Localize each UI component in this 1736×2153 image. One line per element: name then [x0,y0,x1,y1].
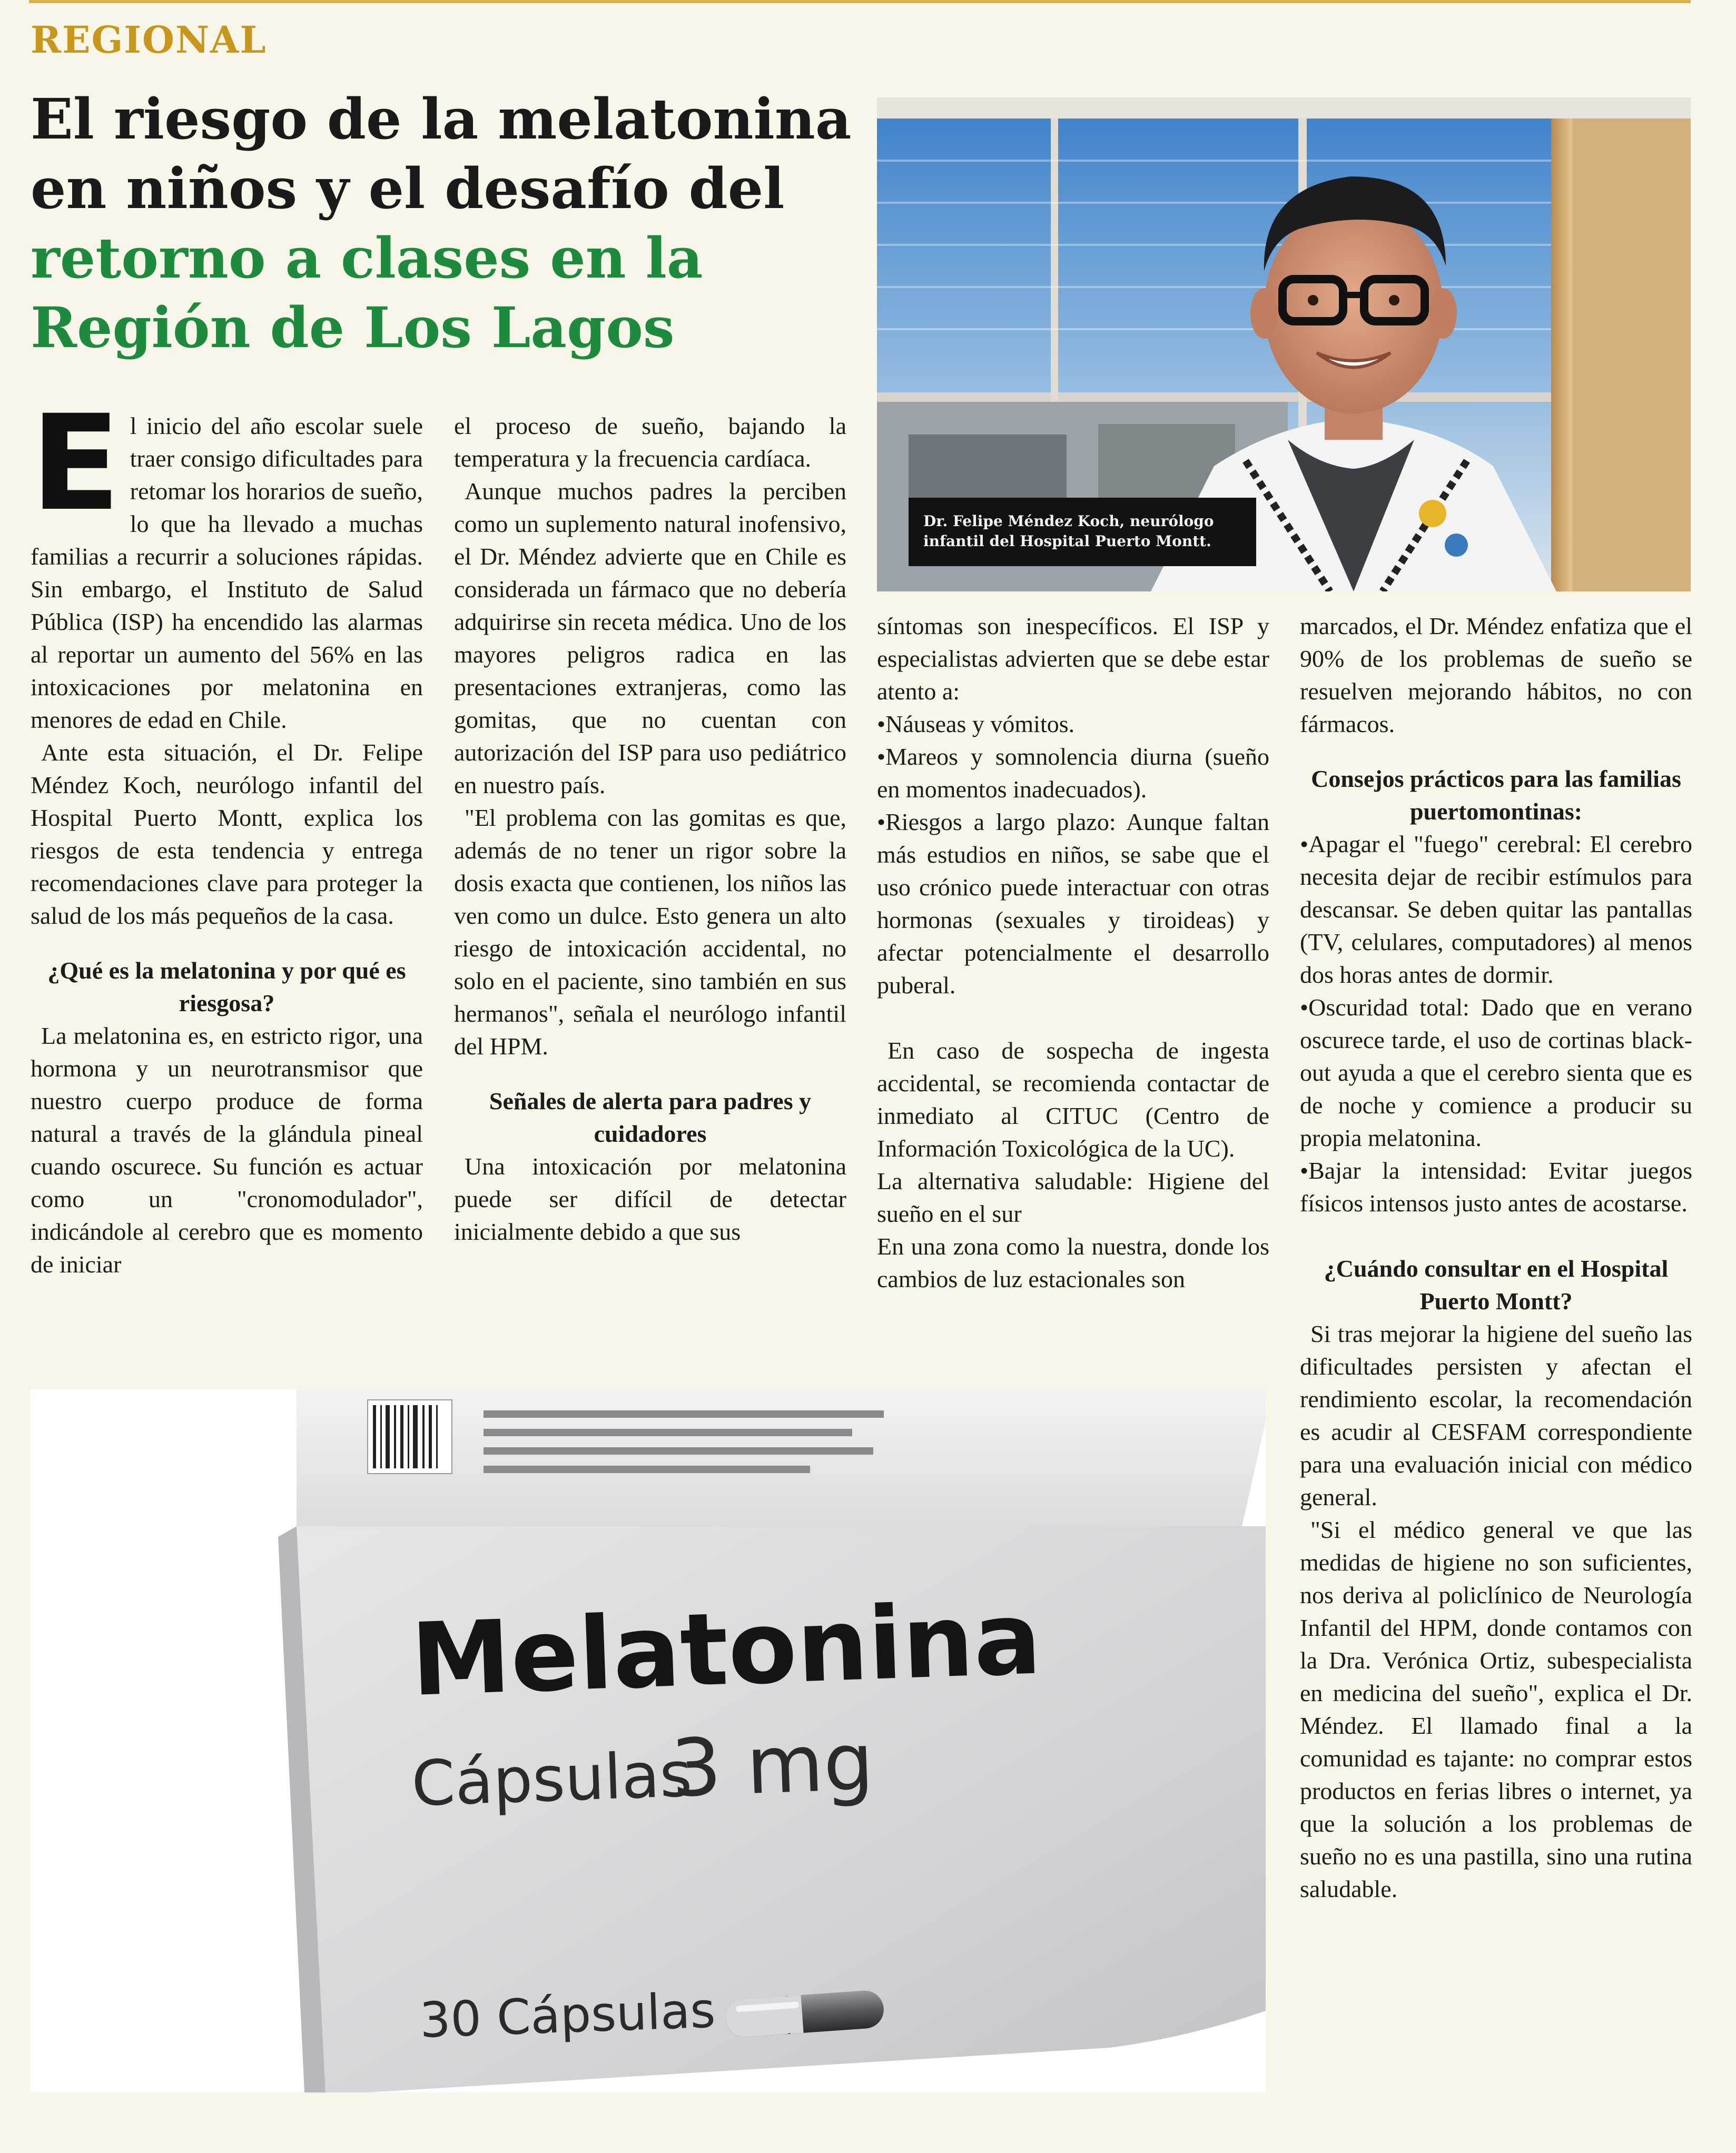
tip-bullet-3: •Bajar la intensidad: Evitar juegos físicos intensos justo antes de acostarse. [1300,1157,1692,1217]
article-paragraph: "Si el médico general ve que las medidas de higiene no son suficientes, nos deriva al policlínico de Neurología Infantil del HPM, donde contamos con la Dra. Verónica Ortiz, subespecialista en medicina del sueño", explica el Dr. Méndez. El llamado final a la comunidad es tajante: no comprar estos productos en ferias libres o internet, ya que la solución a los problemas de sueño no es una pastilla, sino una rutina saludable. [1300,1516,1692,1902]
article-paragraph: Aunque muchos padres la perciben como un suplemento natural inofensivo, el Dr. Méndez advierte que en Chile es considerada un fármaco que no debería adquirirse sin receta médica. Uno de los mayores peligros radica en las presentaciones extranjeras, como las gomitas, que no cuentan con autorización del ISP para uso pediátrico en nuestro país. [454,478,846,798]
headline-line-4: Región de Los Lagos [31,294,675,360]
article-paragraph: el proceso de sueño, bajando la temperatura y la frecuencia cardíaca. [454,412,846,472]
article-paragraph: En caso de sospecha de ingesta accidental, se recomienda contactar de inmediato al CITUC (Centro de Información Toxicológica de la UC). [877,1037,1269,1162]
article-paragraph: síntomas son inespecíficos. El ISP y especialistas advierten que se debe estar atento a: [877,613,1269,705]
article-paragraph: "El problema con las gomitas es que, además de no tener un rigor sobre la dosis exacta que contienen, los niños las ven como un dulce. Esto genera un alto riesgo de intoxicación accidental, no solo en el paciente, sino también en sus hermanos", señala el neurólogo infantil del HPM. [454,804,846,1060]
article-paragraph: Una intoxicación por melatonina puede ser difícil de detectar inicialmente debido a que sus [454,1153,846,1245]
photo-caption-line-2: infantil del Hospital Puerto Montt. [923,532,1211,550]
drop-cap: E [31,387,121,540]
product-count: 30 Cápsulas [419,1982,716,2049]
headline-line-1: El riesgo de la melatonina [31,86,852,152]
tip-bullet-1: •Apagar el "fuego" cerebral: El cerebro necesita dejar de recibir estímulos para descansar. Se deben quitar las pantallas (TV, celulares, computadores) al menos dos horas antes de dormir. [1300,831,1692,988]
article-paragraph: En una zona como la nuestra, donde los cambios de luz estacionales son [877,1233,1269,1292]
section-label: REGIONAL [31,18,267,62]
subheading-senales: Señales de alerta para padres y cuidadores [489,1088,812,1147]
photo-caption-line-1: Dr. Felipe Méndez Koch, neurólogo [923,512,1214,530]
article-paragraph: marcados, el Dr. Méndez enfatiza que el 90% de los problemas de sueño se resuelven mejorando hábitos, no con fármacos. [1300,613,1692,737]
intro-text: l inicio del año escolar suele traer consigo dificultades para retomar los horarios de sueño, lo que ha llevado a muchas familias a recurrir a soluciones rápidas. Sin embargo, el Instituto de Salud Pública (ISP) ha encendido las alarmas al reportar un aumento del 56% en las intoxicaciones por melatonina en menores de edad en Chile. [31,412,423,733]
headline [31,84,852,362]
subheading-cuando-consultar: ¿Cuándo consultar en el Hospital Puerto Montt? [1324,1255,1669,1315]
doctor-photo [877,97,1691,591]
article-column-4 [1300,610,1692,1905]
article-paragraph: Ante esta situación, el Dr. Felipe Méndez Koch, neurólogo infantil del Hospital Puerto Montt, explica los riesgos de esta tendencia y entrega recomendaciones clave para proteger la salud de los más pequeños de la casa. [31,739,423,929]
product-name: Melatonina [409,1580,1043,1719]
article-paragraph: La melatonina es, en estricto rigor, una hormona y un neurotransmisor que nuestro cuerpo produce de forma natural a través de la glándula pineal cuando oscurece. Su función es actuar como un "cronomodulador", indicándole al cerebro que es momento de iniciar [31,1022,423,1278]
product-dose: 3 mg [669,1716,875,1815]
subheading-consejos: Consejos prácticos para las familias puertomontinas: [1311,765,1681,825]
product-form: Cápsulas [410,1737,694,1820]
headline-line-2: en niños y el desafío del [31,155,785,221]
article-paragraph: Si tras mejorar la higiene del sueño las dificultades persisten y afectan el rendimiento escolar, la recomendación es acudir al CESFAM correspondiente para una evaluación inicial con médico general. [1300,1320,1692,1510]
top-rule [29,0,1691,3]
symptom-bullet-1: •Náuseas y vómitos. [877,710,1075,737]
symptom-bullet-2: •Mareos y somnolencia diurna (sueño en momentos inadecuados). [877,743,1269,803]
melatonin-box-photo [31,1389,1266,2092]
headline-line-3: retorno a clases en la [31,225,703,291]
symptom-bullet-3: •Riesgos a largo plazo: Aunque faltan más estudios en niños, se sabe que el uso crónico puede interactuar con otras hormonas (sexuales y tiroideas) y afectar potencialmente el desarrollo puberal. [877,808,1269,999]
article-column-2 [454,410,846,1248]
article-column-3 [877,610,1269,1296]
melatonin-box-illustration [31,1389,1266,2092]
article-paragraph: La alternativa saludable: Higiene del sueño en el sur [877,1168,1269,1227]
subheading-que-es: ¿Qué es la melatonina y por qué es riesgosa? [47,957,406,1016]
tip-bullet-2: •Oscuridad total: Dado que en verano oscurece tarde, el uso de cortinas black-out ayuda a que el cerebro sienta que es de noche y comience a producir su propia melatonina. [1300,994,1692,1151]
photo-caption [909,498,1256,566]
article-column-1 [31,387,423,1281]
article-paragraph-intro [31,387,423,736]
